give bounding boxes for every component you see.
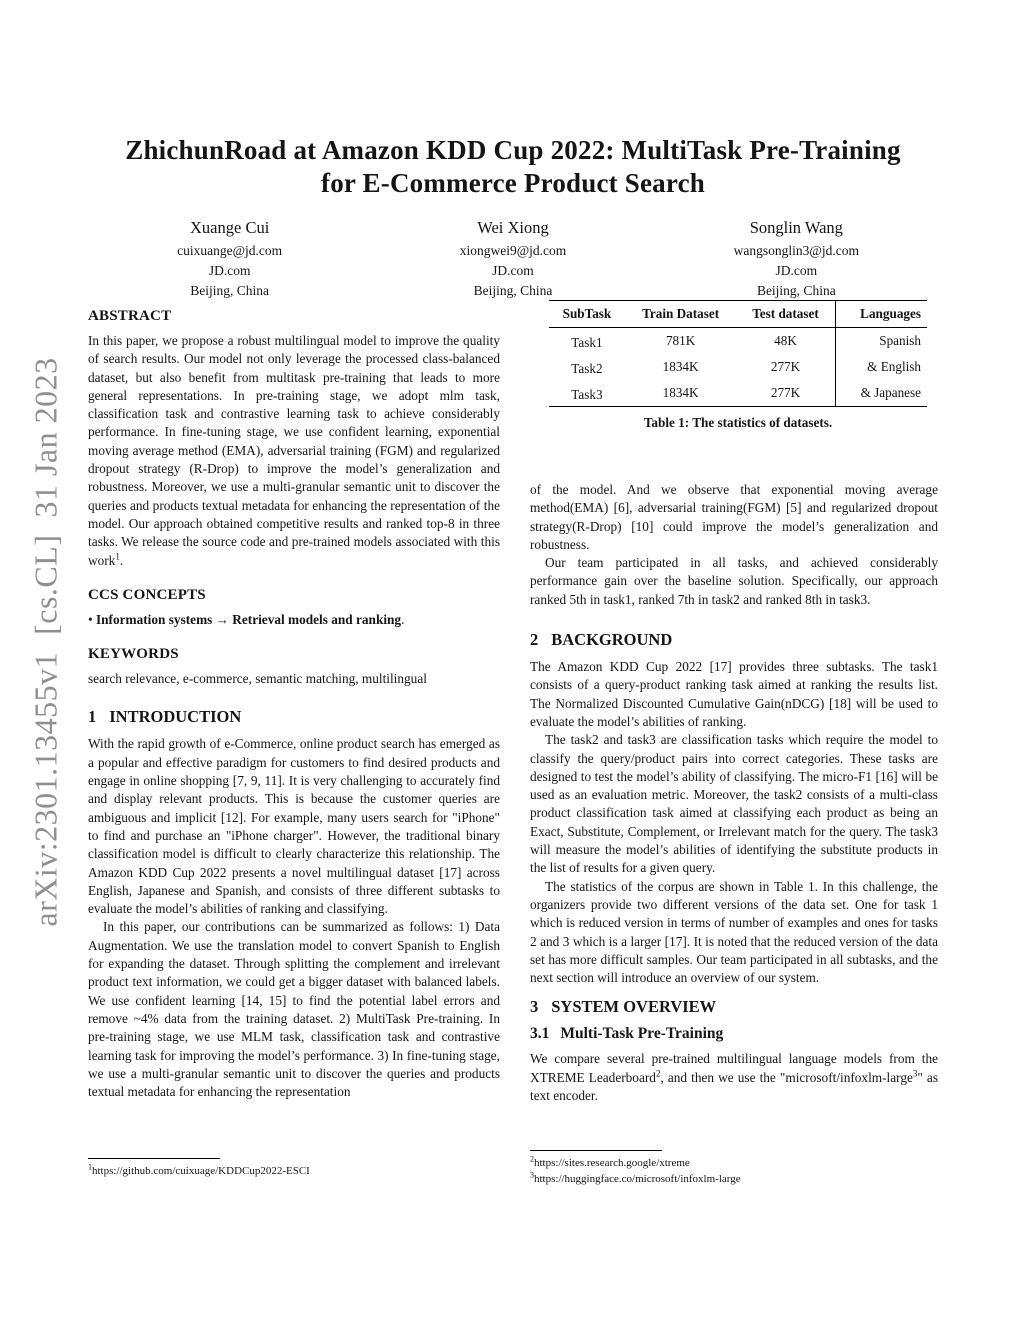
author-block-2 (371, 217, 654, 301)
cell-test: 48K (774, 333, 797, 348)
cell-task: Task2 (571, 361, 603, 376)
footnote-3-url: https://huggingface.co/microsoft/infoxlm-large (534, 1173, 741, 1185)
table-header-row (549, 301, 927, 328)
left-column (88, 306, 500, 1101)
ccs-bullet: • (88, 611, 93, 627)
author-name: Xuange Cui (190, 218, 270, 237)
footnote-2-url: https://sites.research.google/xtreme (534, 1157, 690, 1169)
footnote-1-marker: 1 (88, 1162, 92, 1172)
footnote-2-marker: 2 (530, 1154, 534, 1164)
footnote-1-text (88, 1163, 500, 1179)
col-header-subtask: SubTask (549, 301, 625, 328)
intro-paragraph-2: In this paper, our contributions can be summarized as follows: 1) Data Augmentation. We use the translation model to convert Spanish to English for expanding the dataset. Through splitting the complement and irrelevant product text information, we could get a bigger dataset with balanced labels. We use confident learning [14, 15] to find the potential label errors and remove ~4% data from the training dataset. 2) MultiTask Pre-training. In pre-training stage, we use MLM task, classification task and contrastive learning task for improving the model’s performance. 3) In fine-tuning stage, we use a multi-granular semantic unit to discover the queries and products textual metadata for enhancing the representation (88, 919, 500, 1100)
right-column (530, 300, 938, 1105)
table-1 (549, 300, 927, 431)
section-3-1-number: 3.1 (530, 1025, 550, 1043)
paper-header (88, 134, 938, 301)
ccs-arrow-icon: → (215, 611, 229, 627)
section-3-heading (530, 997, 938, 1017)
ccs-target: Retrieval models and ranking (232, 611, 402, 627)
cell-language: & Japanese (835, 380, 927, 407)
table-row (549, 380, 927, 407)
ccs-tail: . (401, 611, 405, 627)
footnote-3-text (530, 1171, 938, 1187)
cell-train: 1834K (662, 385, 699, 400)
author-location: Beijing, China (473, 283, 553, 298)
multitask-text-c: " as text encoder. (530, 1069, 938, 1104)
footnote-ref-2: 2 (655, 1068, 661, 1079)
multitask-paragraph (530, 1050, 938, 1105)
section-1-title: INTRODUCTION (109, 707, 242, 727)
section-2-title: BACKGROUND (551, 630, 673, 650)
paper-title (88, 134, 938, 200)
arxiv-watermark: arXiv:2301.13455v1 [cs.CL] 31 Jan 2023 (27, 357, 64, 927)
cell-test: 277K (770, 385, 801, 400)
background-paragraph-1: The Amazon KDD Cup 2022 [17] provides three subtasks. The task1 consists of a query-product ranking task aimed at ranking the results list. The Normalized Discounted Cumulative Gain(nDCG) [18] will be used to evaluate the model’s abilities of ranking. (530, 659, 938, 729)
author-affiliation: JD.com (492, 263, 534, 278)
authors-row (88, 217, 938, 301)
abstract-heading: ABSTRACT (88, 308, 172, 324)
author-email: cuixuange@jd.com (177, 243, 283, 258)
datasets-table-body (549, 328, 927, 407)
author-name: Songlin Wang (749, 218, 843, 237)
author-name: Wei Xiong (477, 218, 549, 237)
cell-train: 781K (665, 333, 696, 348)
keywords-text: search relevance, e-commerce, semantic matching, multilingual (88, 671, 427, 687)
section-1-heading (88, 707, 500, 727)
author-affiliation: JD.com (208, 263, 251, 278)
section-2-heading (530, 630, 938, 650)
author-block-1 (88, 217, 371, 301)
author-location: Beijing, China (190, 283, 270, 298)
footnote-ref-3: 3 (912, 1068, 918, 1079)
cell-train: 1834K (662, 359, 699, 374)
background-paragraph-2: The task2 and task3 are classification tasks which require the model to classify the query/product pairs into correct categories. These tasks are designed to test the model’s ability of classifying. The micro-F1 [16] will be used as an evaluation metric. Moreover, the task2 consists of a multi-class product classification task aimed at classifying each product as being an Exact, Substitute, Complement, or Irrelevant match for the query. The task3 will measure the model’s abilities of identifying the substitute products in the list of results for a given query. (530, 732, 938, 876)
abstract-tail: . (119, 552, 124, 568)
footnote-ref-1: 1 (115, 551, 120, 562)
cell-task: Task3 (571, 387, 603, 402)
footnote-1-url: https://github.com/cuixuage/KDDCup2022-ESCI (92, 1165, 310, 1177)
abstract-body: In this paper, we propose a robust multilingual model to improve the quality of search results. Our model not only leverage the processed class-balanced dataset, but also benefit from multitask pre-training that leads to more general representations. In pre-training stage, we adopt mlm task, classification task and contrastive learning task to achieve considerably performance. In fine-tuning stage, we use confident learning, exponential moving average method (EMA), adversarial training (FGM) and regularized dropout strategy (R-Drop) to improve the model’s generalization and robustness. Moreover, we use a multi-granular semantic unit to discover the queries and products textual metadata for enhancing the representation of the model. Our approach obtained competitive results and ranked top-8 in three tasks. We release the source code and pre-trained models associated with this work (88, 333, 500, 568)
multitask-text-b: , and then we use the "microsoft/infoxlm-large (660, 1069, 913, 1085)
paper-title-line2: for E-Commerce Product Search (321, 168, 705, 198)
abstract-text (88, 332, 500, 570)
footnote-1 (88, 1158, 500, 1179)
footnotes-2-3 (530, 1150, 938, 1187)
footnote-rule (88, 1158, 220, 1159)
continuation-paragraph: of the model. And we observe that exponential moving average method(EMA) [6], adversarial training(FGM) [5] and regularized dropout strategy(R-Drop) [10] could improve the model’s generalization and robustness. (530, 482, 938, 552)
ccs-heading: CCS CONCEPTS (88, 586, 206, 603)
multitask-text-a: We compare several pre-trained multilingual language models from the XTREME Leaderboard (530, 1051, 938, 1085)
ccs-text (88, 611, 500, 629)
footnote-3-marker: 3 (530, 1170, 534, 1180)
keywords-heading: KEYWORDS (88, 646, 179, 663)
section-3-title: SYSTEM OVERVIEW (551, 997, 717, 1017)
table-1-caption: Table 1: The statistics of datasets. (643, 415, 833, 430)
footnote-rule (530, 1150, 662, 1151)
table-row (549, 328, 927, 355)
datasets-table-header (549, 301, 927, 328)
cell-task: Task1 (571, 335, 603, 350)
intro-paragraph-1: With the rapid growth of e-Commerce, online product search has emerged as a popular and effective paradigm for customers to find desired products and engage in online shopping [7, 9, 11]. It is very challenging to accurately find and display relevant products. This is because the customer queries are ambiguous and implicit [12]. For example, many users search for "iPhone" to find and purchase an "iPhone charger". However, the traditional binary classification model is difficult to clearly characterize this relationship. The Amazon KDD Cup 2022 presents a novel multilingual dataset [17] across English, Japanese and Spanish, and consists of three different subtasks to evaluate the model’s abilities of ranking and classifying. (88, 736, 500, 917)
section-3-1-title: Multi-Task Pre-Training (560, 1025, 724, 1043)
results-paragraph: Our team participated in all tasks, and achieved considerably performance gain over the baseline solution. Specifically, our approach ranked 5th in task1, ranked 7th in task2 and ranked 8th in task3. (530, 555, 938, 607)
author-email: wangsonglin3@jd.com (733, 243, 859, 258)
section-3-1-heading (530, 1025, 938, 1043)
section-1-number: 1 (88, 707, 97, 727)
paper-title-line1: ZhichunRoad at Amazon KDD Cup 2022: MultiTask Pre-Training (125, 135, 901, 165)
author-location: Beijing, China (756, 283, 836, 298)
author-affiliation: JD.com (775, 263, 818, 278)
ccs-concept: Information systems (95, 611, 213, 627)
author-email: xiongwei9@jd.com (459, 243, 567, 258)
cell-language: Spanish (835, 328, 927, 355)
table-row (549, 354, 927, 380)
author-block-3 (655, 217, 938, 301)
cell-test: 277K (770, 359, 801, 374)
background-paragraph-3: The statistics of the corpus are shown in Table 1. In this challenge, the organizers provide two different versions of the data set. One for task 1 which is reduced version in terms of number of examples and ones for tasks 2 and 3 which is a larger [17]. It is noted that the reduced version of the data set has more difficult samples. Our team participated in all subtasks, and the next section will introduce an overview of our system. (530, 878, 938, 986)
col-header-languages: Languages (835, 301, 927, 328)
col-header-test: Test dataset (736, 301, 835, 328)
section-2-number: 2 (530, 630, 539, 650)
footnote-2-text (530, 1155, 938, 1171)
col-header-train: Train Dataset (625, 301, 736, 328)
cell-language: & English (835, 354, 927, 380)
section-3-number: 3 (530, 997, 539, 1017)
datasets-table (549, 300, 927, 407)
